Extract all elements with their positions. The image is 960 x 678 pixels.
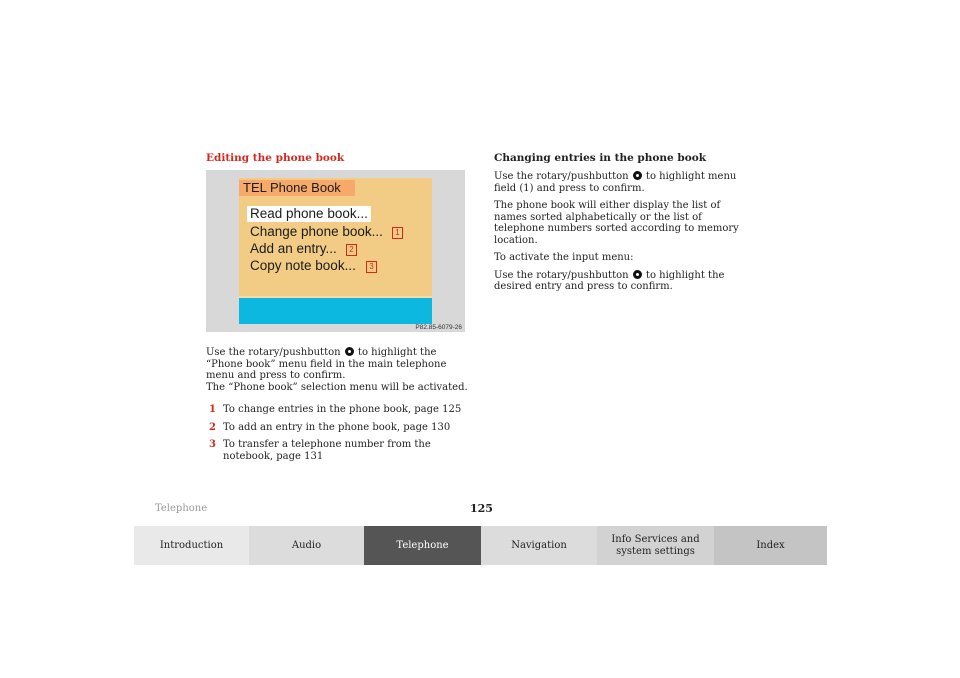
list-item	[209, 422, 471, 434]
phone-book-screen-figure	[206, 170, 465, 332]
callout-list	[209, 404, 471, 468]
tab-info-services[interactable]: Info Services and system settings	[597, 526, 714, 565]
instruction-text-after: to highlight the “Phone book” menu field in the main telephone menu and press to confirm.	[206, 347, 447, 381]
list-text: To add an entry in the phone book, page 130	[223, 421, 451, 433]
instruction-result: The “Phone book” selection menu will be activated.	[206, 381, 468, 393]
p4-before: Use the rotary/pushbutton	[494, 269, 629, 281]
tab-telephone[interactable]: Telephone	[364, 526, 481, 565]
list-number: 1	[209, 404, 216, 415]
instruction-paragraph	[206, 347, 468, 393]
screen-status-bar	[239, 298, 432, 324]
list-item	[209, 439, 471, 462]
footer-section-label: Telephone	[155, 503, 208, 514]
right-paragraph-2: The phone book will either display the list of names sorted alphabetically or the list of telephone numbers sorted according to memory location.	[494, 200, 739, 246]
menu-item-add-entry[interactable]: Add an entry...	[250, 241, 337, 256]
menu-item-change-phone-book[interactable]: Change phone book...	[250, 224, 383, 239]
right-section-title: Changing entries in the phone book	[494, 152, 706, 164]
page-number: 125	[470, 502, 493, 515]
p4-after: to highlight the desired entry and press to confirm.	[494, 269, 725, 292]
tab-index[interactable]: Index	[714, 526, 827, 565]
tab-navigation[interactable]: Navigation	[481, 526, 597, 565]
right-column-text	[494, 171, 752, 299]
tab-introduction[interactable]: Introduction	[134, 526, 249, 565]
list-text: To change entries in the phone book, page 125	[223, 404, 462, 415]
callout-1: 1	[392, 227, 403, 239]
section-title: Editing the phone book	[206, 152, 345, 164]
list-text: To transfer a telephone number from the notebook, page 131	[223, 439, 431, 462]
rotary-pushbutton-icon	[345, 347, 354, 356]
list-number: 3	[209, 439, 216, 450]
menu-item-copy-note-book[interactable]: Copy note book...	[250, 258, 356, 273]
list-number: 2	[209, 421, 216, 433]
right-paragraph-3: To activate the input menu:	[494, 252, 634, 263]
menu-item-read-phone-book[interactable]: Read phone book...	[247, 206, 371, 222]
chapter-nav	[134, 526, 827, 565]
screen-header: TEL Phone Book	[239, 180, 355, 196]
callout-3: 3	[366, 261, 377, 273]
right-paragraph-4	[494, 270, 752, 293]
figure-id: P82.85-6079-26	[415, 324, 462, 331]
list-item	[209, 404, 471, 416]
right-paragraph-1	[494, 171, 752, 194]
p1-before: Use the rotary/pushbutton	[494, 171, 629, 182]
tab-audio[interactable]: Audio	[249, 526, 364, 565]
p1-after: to highlight menu field (1) and press to confirm.	[494, 171, 737, 194]
display-screen	[239, 178, 432, 324]
instruction-text-before: Use the rotary/pushbutton	[206, 347, 341, 358]
rotary-pushbutton-icon	[633, 270, 642, 279]
callout-2: 2	[346, 244, 357, 256]
rotary-pushbutton-icon	[633, 171, 642, 180]
